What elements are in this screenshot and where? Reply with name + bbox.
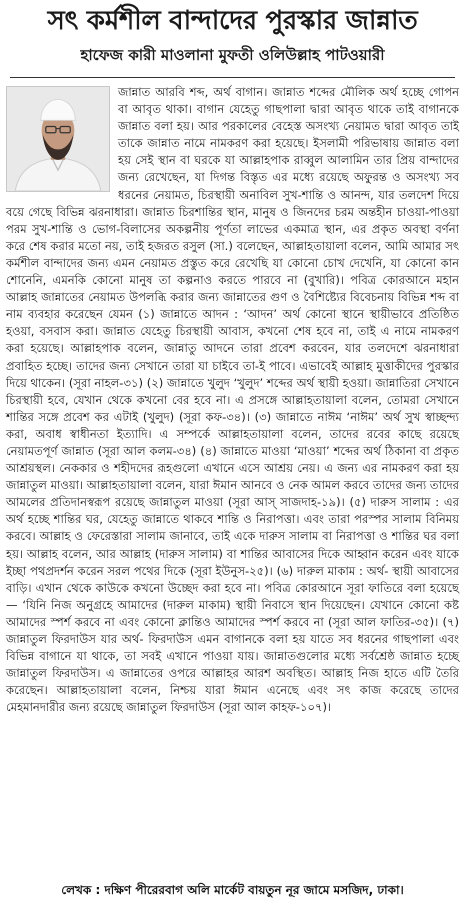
author-portrait-image <box>7 87 109 191</box>
header-divider <box>10 77 455 78</box>
author-photo <box>6 86 110 192</box>
author-affiliation: লেখক : দক্ষিণ পীরেরবাগ অলি মার্কেট বায়তুন নূর জামে মসজিদ, ঢাকা। <box>61 883 404 897</box>
article-body <box>6 84 459 716</box>
article-headline: সৎ কর্মশীল বান্দাদের পুরস্কার জান্নাত <box>47 6 418 36</box>
article-body-text: জান্নাত আরবি শব্দ, অর্থ বাগান। জান্নাত শব্দের মৌলিক অর্থ হচ্ছে গোপন বা আবৃত থাকা। বাগান যেহেতু গাছপালা দ্বারা আবৃত থাকে তাই বাগানকে জান্নাত বলা হয়। আর পরকালের বেহেস্ত অসংখ্য নেয়ামত দ্বারা আবৃত তাই তাকে জান্নাত নামে নামকরণ করা হয়েছে। ইসলামী পরিভাষায় জান্নাত বলা হয় সেই স্থান বা ঘরকে যা আল্লাহপাক রাব্বুল আলামিন তার প্রিয় বান্দাদের জন্য রেখেছেন, যা দিগন্ত বিস্তৃত এর মধ্যে রয়েছে অফুরন্ত ও অসংখ্য সব ধরনের নেয়ামত, চিরস্থায়ী অনাবিল সুখ-শান্তি ও আনন্দ, যার তলদেশ দিয়ে বয়ে গেছে বিভিন্ন ঝরনাধারা। জান্নাত চিরশান্তির স্থান, মানুষ ও জিনদের চরম অন্তহীন চাওয়া-পাওয়া পরম সুখ-শান্তি ও ভোগ-বিলাসের অকল্পনীয় পূর্ণতা লাভের একমাত্র স্থান, এর প্রকৃত অবস্থা বর্ণনা করে শেষ করার মতো নয়, তাই হজরত রসুল (সা.) বলেছেন, আল্লাহতায়ালা বলেন, আমি আমার সৎ কর্মশীল বান্দাদের জন্য এমন নেয়ামত প্রস্তুত করে রেখেছি যা কোনো চোখ দেখেনি, যা কোনো কান শোনেনি, এমনকি কোনো মানুষ তা কল্পনাও করতে পারবে না (বুখারি)। পবিত্র কোরআনে মহান আল্লাহ জান্নাতের নেয়ামত উপলব্ধি করার জন্য জান্নাতের গুণ ও বৈশিষ্ট্যের বিবেচনায় বিভিন্ন শব্দ বা নাম ব্যবহার করেছেন যেমন (১) জান্নাতে আদন : ‘আদন’ অর্থ কোনো স্থানে স্থায়ীভাবে প্রতিষ্ঠিত হওয়া, বসবাস করা। জান্নাত যেহেতু চিরস্থায়ী আবাস, কখনো শেষ হবে না, তাই এ নামে নামকরণ করা হয়েছে। আল্লাহপাক বলেন, জান্নাতু আদনে তারা প্রবেশ করবেন, যার তলদেশে ঝরনাধারা প্রবাহিত হচ্ছে। তাদের জন্য সেখানে তারা যা চাইবে তা-ই পাবে। এভাবেই আল্লাহ মুত্তাকীদের পুরস্কার দিয়ে থাকেন। (সূরা নাহল-৩১) (২) জান্নাতে খুলুদ ‘খুলুদ’ শব্দের অর্থ স্থায়ী হওয়া। জান্নাতিরা সেখানে চিরস্থায়ী হবে, যেখান থেকে কখনো বের হবে না। এ প্রসঙ্গে আল্লাহতায়ালা বলেন, তোমরা সেখানে শান্তির সঙ্গে প্রবেশ কর এটাই (খুলুদ) (সূরা কফ-৩৪)। (৩) জান্নাতে নাঈম ‘নাঈম’ অর্থ সুখ স্বাচ্ছন্দ্য করা, অবাধ স্বাধীনতা ইত্যাদি। এ সম্পর্কে আল্লাহতায়ালা বলেন, তাদের রবের কাছে রয়েছে নেয়ামতপূর্ণ জান্নাত (সূরা আল কলম-৩৪) (৪) জান্নাতে মাওয়া ‘মাওয়া’ শব্দের অর্থ ঠিকানা বা প্রকৃত আশ্রয়স্থল। নেককার ও শহীদদের রূহগুলো এখানে এসে আশ্রয় নেয়। এ জন্য এর নামকরণ করা হয় জান্নাতুল মাওয়া। আল্লাহতায়ালা বলেন, যারা ঈমান আনবে ও নেক আমল করবে তাদের জন্য তাদের আমলের প্রতিদানস্বরূপ রয়েছে জান্নাতুল মাওয়া (সূরা আস্‌ সাজদাহ-১৯)। (৫) দারুস সালাম : এর অর্থ হচ্ছে শান্তির ঘর, যেহেতু জান্নাতে থাকবে শান্তি ও নিরাপত্তা। এবং তারা পরস্পর সালাম বিনিময় করবে। আল্লাহ ও ফেরেস্তারা সালাম জানাবে, তাই একে দারুস সালাম বা নিরাপত্তা ও শান্তির ঘর বলা হয়। আল্লাহ বলেন, আর আল্লাহ (দারুস সালাম) বা শান্তির আবাসের দিকে আহ্বান করেন এবং যাকে ইচ্ছা পথপ্রদর্শন করেন সরল পথের দিকে (সূরা ইউনুস-২৫)। (৬) দারুল মাকাম : অর্থ- স্থায়ী আবাসের বাড়ি। এখান থেকে কাউকে কখনো উচ্ছেদ করা হবে না। পবিত্র কোরআনে সূরা ফাতিরে বলা হয়েছে— ‘যিনি নিজ অনুগ্রহে আমাদের (দারুল মাকাম) স্থায়ী নিবাসে স্থান দিয়েছেন। যেখানে কোনো কষ্ট আমাদের স্পর্শ করবে না এবং কোনো ক্লান্তিও আমাদের স্পর্শ করবে না (সূরা আল ফাতির-৩৫)। (৭) জান্নাতুল ফিরদাউস যার অর্থ- ফিরদাউস এমন বাগানকে বলা হয় যাতে সব ধরনের গাছপালা এবং বিভিন্ন বাগানে যা থাকে, তা সবই এখানে পাওয়া যায়। জান্নাতগুলোর মধ্যে সর্বশ্রেষ্ঠ জান্নাত হচ্ছে জান্নাতুল ফিরদাউস। এ জান্নাতের ওপরে আল্লাহর আরশ অবস্থিত। আল্লাহ নিজ হাতে এটি তৈরি করেছেন। আল্লাহতায়ালা বলেন, নিশ্চয় যারা ঈমান এনেছে এবং সৎ কাজ করেছে তাদের মেহমানদারীর জন্য রয়েছে জান্নাতুল ফিরদাউস (সূরা আল কাহফ-১০৭)। <box>6 85 459 715</box>
author-byline: হাফেজ কারী মাওলানা মুফতী ওলিউল্লাহ পাটওয়ারী <box>80 46 385 64</box>
